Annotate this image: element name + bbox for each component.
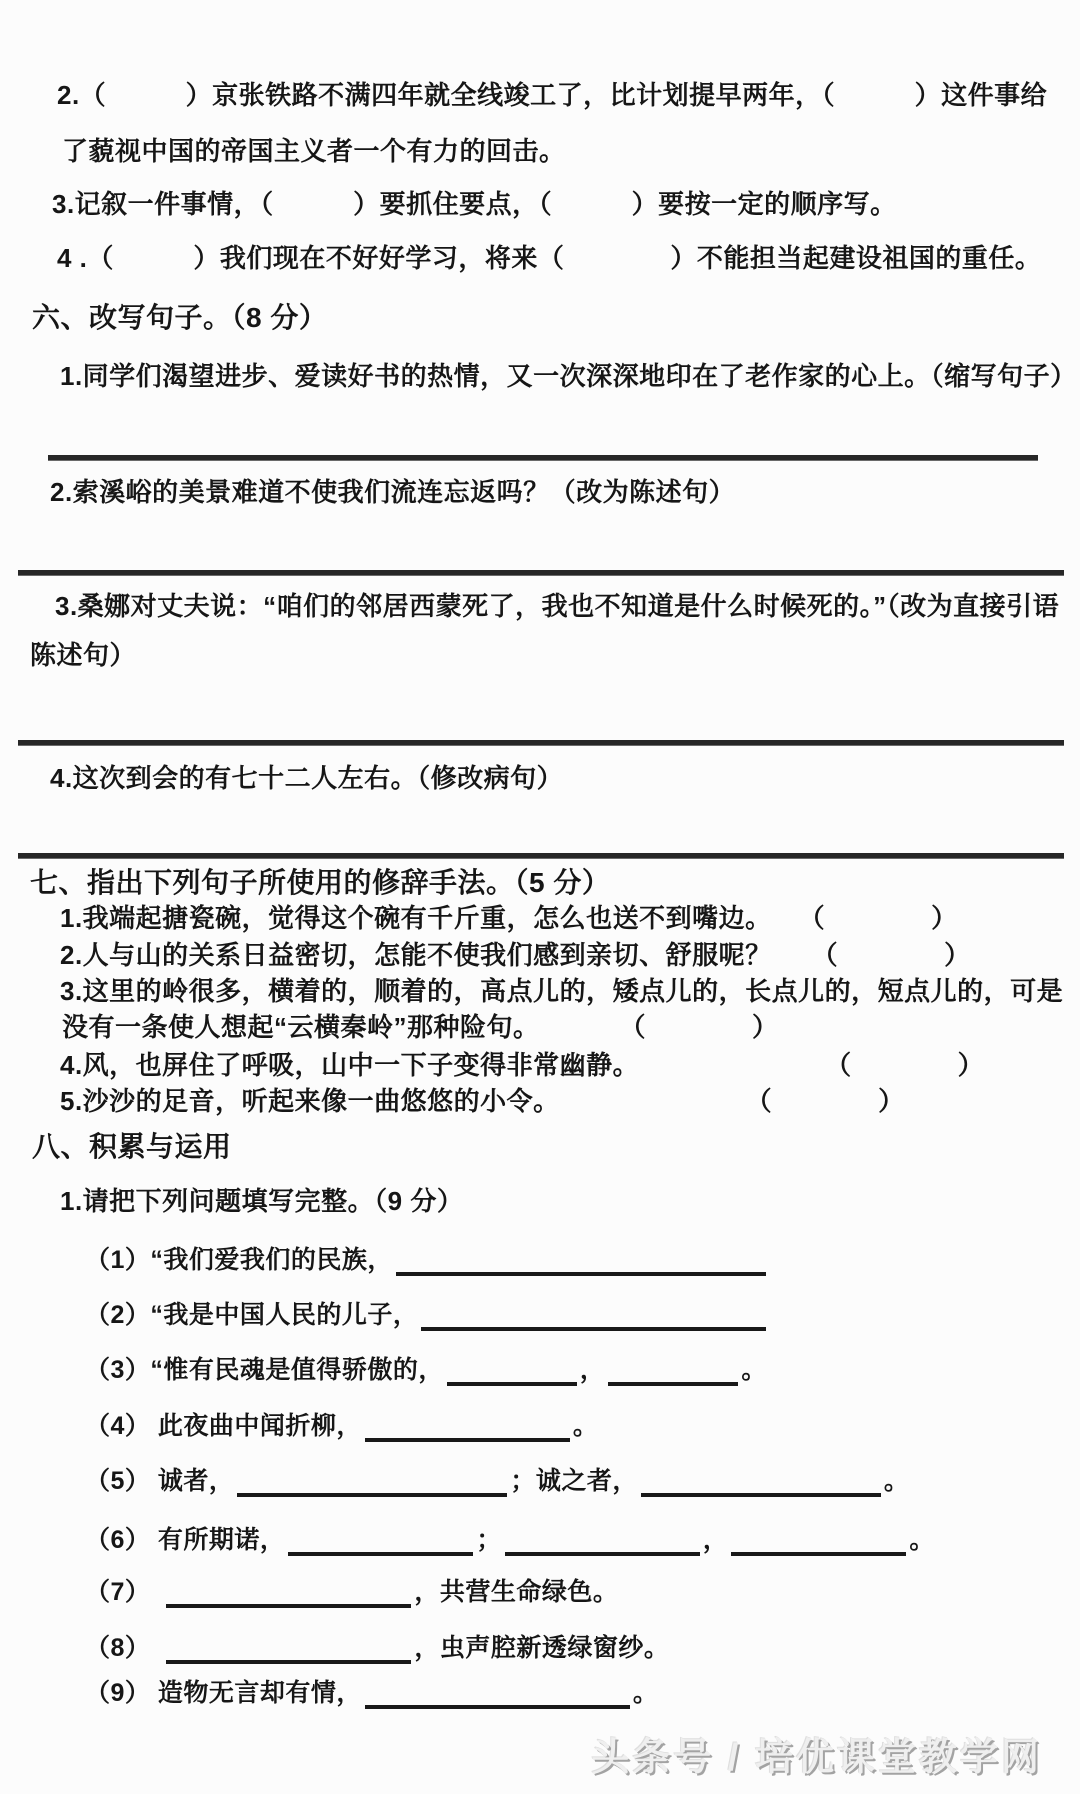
fill-blank (365, 1677, 630, 1709)
fill-blank (365, 1410, 570, 1442)
fill-item-text: （6） 有所期诺， (85, 1526, 286, 1554)
fill-item-4 (85, 1410, 598, 1442)
fill-blank (396, 1244, 766, 1276)
section-six-item-1: 1.同学们渴望进步、爱读好书的热情，又一次深深地印在了老作家的心上。（缩写句子） (60, 361, 1077, 391)
section-seven-item-3-line2: 没有一条使人想起“云横秦岭”那种险句。 （ ） (62, 1012, 779, 1042)
answer-rule (18, 740, 1064, 746)
fill-item-text: ； (476, 1526, 502, 1554)
fill-item-text: ；诚之者， (510, 1467, 638, 1495)
fill-item-text: （3）“惟有民魂是值得骄傲的， (85, 1356, 444, 1384)
fill-item-2 (85, 1299, 769, 1331)
fill-item-text: （8） (85, 1634, 164, 1662)
fill-item-6 (85, 1524, 935, 1556)
fill-item-8 (85, 1632, 669, 1664)
fill-blank (641, 1465, 881, 1497)
fill-item-text: （2）“我是中国人民的儿子， (85, 1301, 419, 1329)
fill-item-9 (85, 1677, 658, 1709)
fill-item-text: 。 (883, 1467, 910, 1495)
fill-item-7 (85, 1576, 618, 1608)
fill-item-text: ，共营生命绿色。 (414, 1578, 619, 1606)
answer-rule (48, 455, 1038, 461)
fill-item-text: ，虫声腔新透绿窗纱。 (414, 1634, 670, 1662)
fill-blank (421, 1299, 766, 1331)
fill-item-text: 。 (632, 1679, 659, 1707)
section-seven-heading: 七、指出下列句子所使用的修辞手法。（5 分） (30, 867, 611, 898)
watermark: 头条号 / 培优课堂教学网 (591, 1737, 1042, 1779)
fill-item-3 (85, 1354, 767, 1386)
fill-item-1 (85, 1244, 769, 1276)
section-seven-item-1: 1.我端起搪瓷碗，觉得这个碗有千斤重，怎么也送不到嘴边。 （ ） (60, 903, 958, 933)
fill-blank (608, 1354, 738, 1386)
section-six-item-3-line1: 3.桑娜对丈夫说：“咱们的邻居西蒙死了，我也不知道是什么时候死的。”（改为直接引语 (55, 591, 1060, 621)
question-item-3: 3.记叙一件事情，（ ）要抓住要点，（ ）要按一定的顺序写。 (52, 189, 897, 219)
fill-blank (166, 1632, 411, 1664)
section-eight-intro: 1.请把下列问题填写完整。（9 分） (60, 1186, 464, 1216)
fill-blank (731, 1524, 906, 1556)
fill-blank (505, 1524, 700, 1556)
answer-rule (18, 853, 1064, 859)
section-seven-item-5: 5.沙沙的足音，听起来像一曲悠悠的小令。 （ ） (60, 1086, 905, 1116)
question-item-4: 4 .（ ）我们现在不好好学习，将来（ ）不能担当起建设祖国的重任。 (57, 243, 1042, 273)
fill-item-text: 。 (572, 1412, 599, 1440)
answer-rule (18, 570, 1064, 576)
fill-item-text: （7） (85, 1578, 164, 1606)
section-seven-item-2: 2.人与山的关系日益密切，怎能不使我们感到亲切、舒服呢？ （ ） (60, 940, 971, 970)
question-item-2-line1: 2.（ ）京张铁路不满四年就全线竣工了，比计划提早两年，（ ）这件事给 (57, 80, 1048, 110)
question-item-2-line2: 了藐视中国的帝国主义者一个有力的回击。 (62, 136, 566, 166)
section-six-heading: 六、改写句子。（8 分） (32, 302, 328, 333)
section-eight-heading: 八、积累与运用 (32, 1131, 232, 1162)
section-seven-item-3-line1: 3.这里的岭很多，横着的，顺着的，高点儿的，矮点儿的，长点儿的，短点儿的，可是 (60, 976, 1064, 1006)
fill-item-text: ， (702, 1526, 729, 1554)
fill-item-5 (85, 1465, 909, 1497)
fill-blank (447, 1354, 577, 1386)
section-six-item-2: 2.索溪峪的美景难道不使我们流连忘返吗？（改为陈述句） (50, 477, 736, 507)
fill-blank (166, 1576, 411, 1608)
section-seven-item-4: 4.风，也屏住了呼吸，山中一下子变得非常幽静。 （ ） (60, 1050, 985, 1080)
fill-item-text: （4） 此夜曲中闻折柳， (85, 1412, 362, 1440)
fill-item-text: （5） 诚者， (85, 1467, 235, 1495)
fill-item-text: 。 (741, 1356, 767, 1384)
fill-item-text: ， (579, 1356, 606, 1384)
fill-item-text: （1）“我们爱我们的民族， (85, 1246, 393, 1274)
section-six-item-4: 4.这次到会的有七十二人左右。（修改病句） (50, 763, 564, 793)
fill-item-text: 。 (909, 1526, 935, 1554)
section-six-item-3-line2: 陈述句） (30, 640, 137, 670)
fill-blank (237, 1465, 507, 1497)
fill-item-text: （9） 造物无言却有情， (85, 1679, 362, 1707)
fill-blank (288, 1524, 473, 1556)
